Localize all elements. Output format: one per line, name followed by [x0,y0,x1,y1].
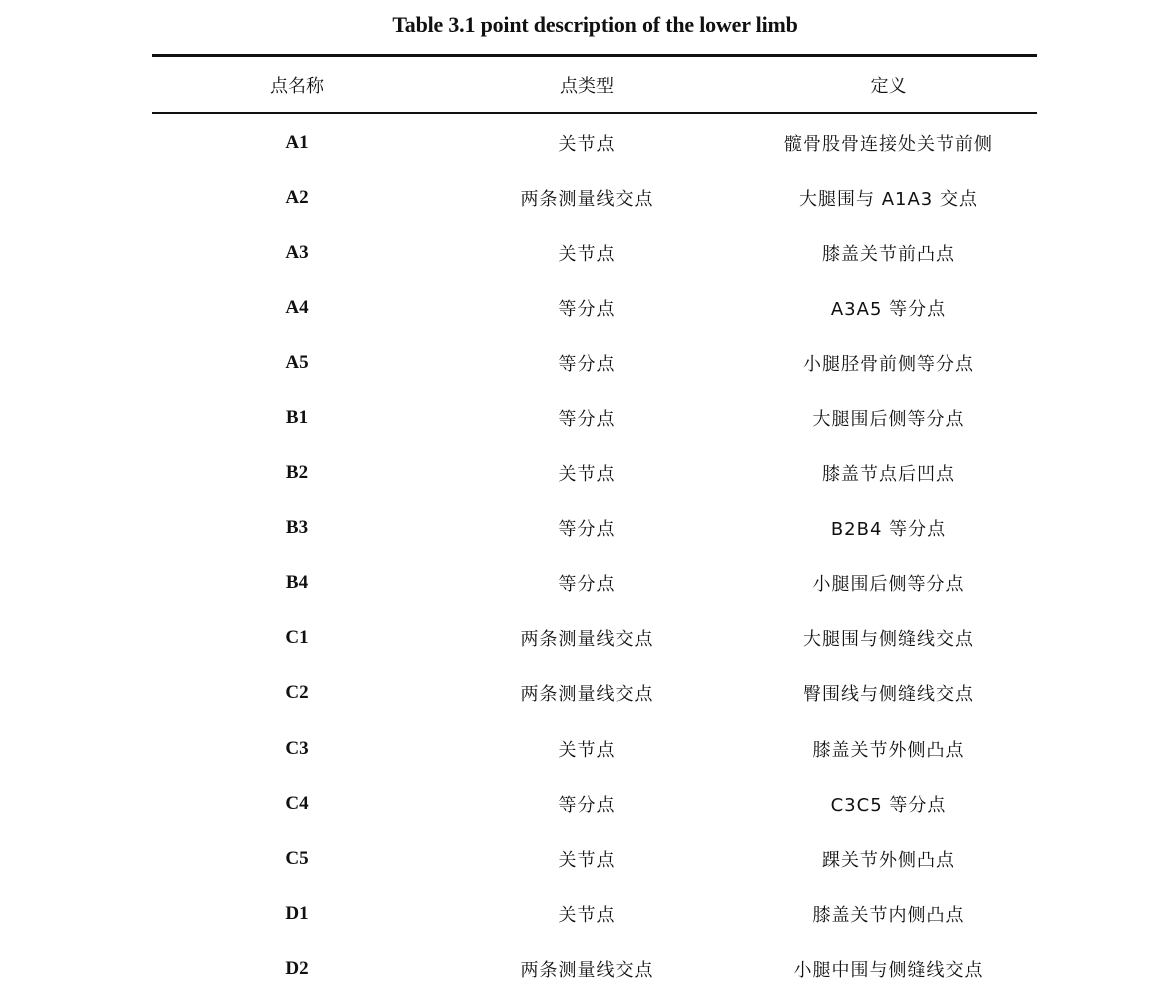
point-type-cell: 等分点 [558,794,616,816]
definition-cell: 髋骨股骨连接处关节前侧 [784,133,993,155]
table-row [152,666,1037,721]
definition-cell: 膝盖关节内侧凸点 [812,904,965,926]
header-definition: 定义 [870,75,907,97]
point-name-cell: A4 [285,296,309,318]
table-row [152,115,1037,170]
point-type-cell: 关节点 [558,133,616,155]
table-row [152,556,1037,611]
definition-cell: 小腿中围与侧缝线交点 [793,959,984,981]
point-name-cell: C3 [285,737,309,759]
point-type-cell: 等分点 [558,298,616,320]
definition-cell: 膝盖节点后凹点 [822,464,955,486]
definition-cell: B2B4 等分点 [830,519,947,541]
point-type-cell: 关节点 [558,904,616,926]
point-type-cell: 关节点 [558,849,616,871]
point-type-cell: 等分点 [558,409,616,431]
point-name-cell: C4 [285,792,309,814]
point-name-cell: A1 [285,131,309,153]
table-body [152,115,1037,997]
table-row [152,886,1037,941]
point-type-cell: 两条测量线交点 [520,684,654,706]
table-row [152,611,1037,666]
definition-cell: 大腿围与侧缝线交点 [803,629,974,651]
definition-cell: 踝关节外侧凸点 [822,849,955,871]
point-type-cell: 关节点 [558,464,616,486]
table-row [152,831,1037,886]
point-name-cell: D1 [285,902,309,924]
definition-cell: 臀围线与侧缝线交点 [803,684,974,706]
table-row [152,446,1037,501]
table-row [152,721,1037,776]
definition-cell: 大腿围与 A1A3 交点 [799,188,978,210]
definition-cell: A3A5 等分点 [830,298,947,320]
point-name-cell: A5 [285,351,309,373]
table-header-rule [152,112,1037,114]
definition-cell: 小腿围后侧等分点 [812,574,965,596]
point-name-cell: A3 [285,241,309,263]
definition-cell: 小腿胫骨前侧等分点 [803,353,974,375]
header-point-name: 点名称 [270,75,324,97]
point-type-cell: 两条测量线交点 [520,629,654,651]
table-row [152,225,1037,280]
point-name-cell: C2 [285,682,309,704]
definition-cell: 大腿围后侧等分点 [812,409,965,431]
point-name-cell: A2 [285,186,309,208]
point-description-table [152,57,1037,981]
definition-cell: 膝盖关节前凸点 [822,243,955,265]
point-type-cell: 等分点 [558,353,616,375]
point-name-cell: B3 [285,517,309,539]
table-row [152,390,1037,445]
table-row [152,941,1037,996]
point-type-cell: 两条测量线交点 [520,188,654,210]
point-type-cell: 等分点 [558,574,616,596]
point-name-cell: B4 [285,572,309,594]
table-row [152,776,1037,831]
point-type-cell: 等分点 [558,519,616,541]
point-name-cell: C5 [285,847,309,869]
definition-cell: C3C5 等分点 [830,794,947,816]
header-point-type: 点类型 [560,75,614,97]
table-row [152,501,1037,556]
table-row [152,280,1037,335]
point-name-cell: B2 [285,462,309,484]
point-name-cell: C1 [285,627,309,649]
table-header-row [152,57,1037,112]
point-type-cell: 两条测量线交点 [520,959,654,981]
point-type-cell: 关节点 [558,739,616,761]
point-name-cell: D2 [285,957,309,979]
table-caption: Table 3.1 point description of the lower limb [392,12,798,37]
table-row [152,335,1037,390]
table-row [152,170,1037,225]
point-name-cell: B1 [285,407,309,429]
definition-cell: 膝盖关节外侧凸点 [812,739,965,761]
point-type-cell: 关节点 [558,243,616,265]
